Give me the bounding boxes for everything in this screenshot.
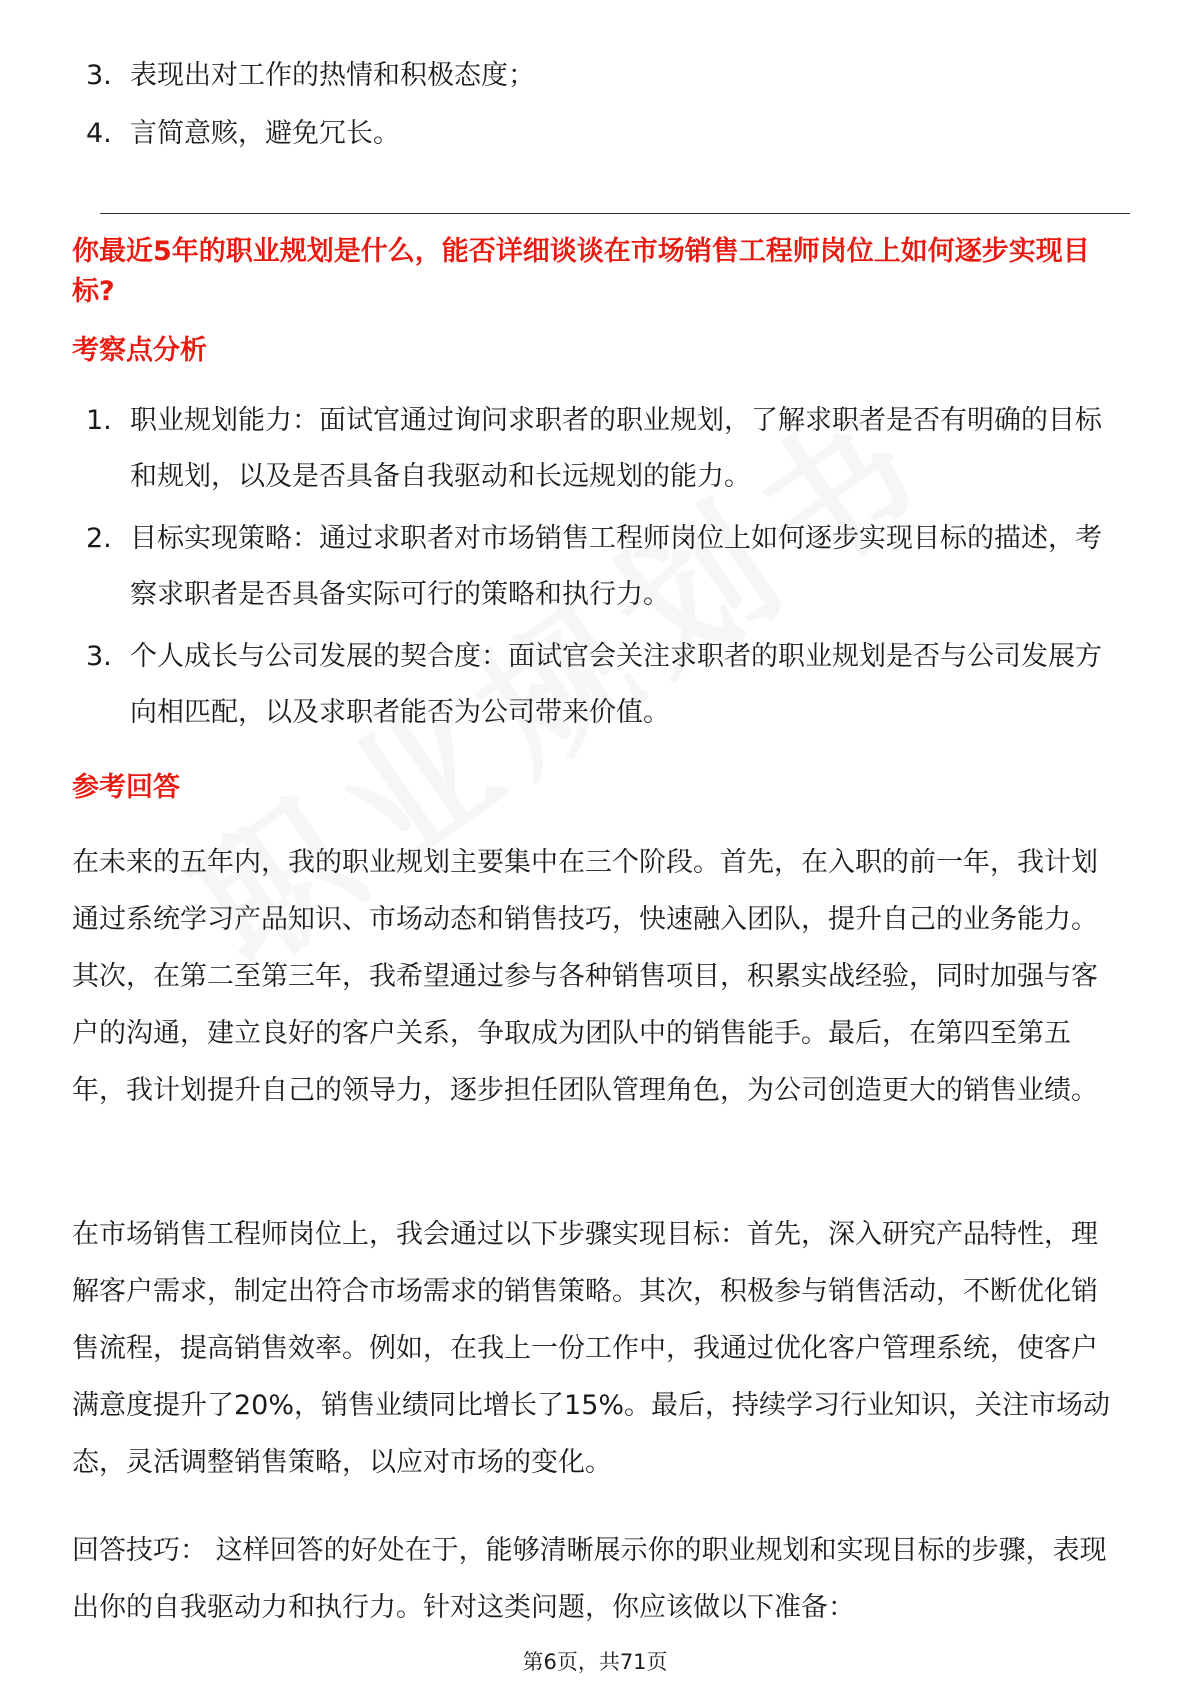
list-item-text: 职业规划能力：面试官通过询问求职者的职业规划，了解求职者是否有明确的目标和规划，以及是否具备自我驱动和长远规划的能力。 xyxy=(130,405,1102,492)
analysis-list xyxy=(86,393,1116,747)
page-footer: 第6页，共71页 xyxy=(522,1650,668,1674)
list-number: 1. xyxy=(86,405,112,436)
list-number: 3. xyxy=(86,60,112,91)
list-item-text: 目标实现策略：通过求职者对市场销售工程师岗位上如何逐步实现目标的描述，考察求职者是否具备实际可行的策略和执行力。 xyxy=(130,523,1102,610)
list-item-text: 言简意赅，避免冗长。 xyxy=(130,118,400,149)
answer-paragraph: 在市场销售工程师岗位上，我会通过以下步骤实现目标：首先，深入研究产品特性，理解客户需求，制定出符合市场需求的销售策略。其次，积极参与销售活动，不断优化销售流程，提高销售效率。例如，在我上一份工作中，我通过优化客户管理系统，使客户满意度提升了20%，销售业绩同比增长了15%。最后，持续学习行业知识，关注市场动态，灵活调整销售策略，以应对市场的变化。 xyxy=(72,1219,1111,1478)
answer-heading: 参考回答 xyxy=(72,772,180,803)
list-item xyxy=(86,106,1116,162)
answer-paragraph: 在未来的五年内，我的职业规划主要集中在三个阶段。首先，在入职的前一年，我计划通过系统学习产品知识、市场动态和销售技巧，快速融入团队，提升自己的业务能力。其次，在第二至第三年，我希望通过参与各种销售项目，积累实战经验，同时加强与客户的沟通，建立良好的客户关系，争取成为团队中的销售能手。最后，在第四至第五年，我计划提升自己的领导力，逐步担任团队管理角色，为公司创造更大的销售业绩。 xyxy=(72,847,1098,1106)
question-heading: 你最近5年的职业规划是什么，能否详细谈谈在市场销售工程师岗位上如何逐步实现目标? xyxy=(72,236,1090,307)
analysis-heading: 考察点分析 xyxy=(72,335,207,366)
list-item xyxy=(86,393,1116,505)
list-number: 4. xyxy=(86,118,112,149)
list-number: 2. xyxy=(86,523,112,554)
answer-tips-paragraph: 回答技巧： 这样回答的好处在于，能够清晰展示你的职业规划和实现目标的步骤，表现出你的自我驱动力和执行力。针对这类问题，你应该做以下准备： xyxy=(72,1535,1107,1623)
list-item xyxy=(86,48,1116,104)
list-item xyxy=(86,511,1116,623)
section-divider xyxy=(100,213,1130,214)
list-item xyxy=(86,629,1116,741)
list-item-text: 个人成长与公司发展的契合度：面试官会关注求职者的职业规划是否与公司发展方向相匹配，以及求职者能否为公司带来价值。 xyxy=(130,641,1102,728)
top-numbered-list xyxy=(86,48,1116,164)
list-number: 3. xyxy=(86,641,112,672)
list-item-text: 表现出对工作的热情和积极态度； xyxy=(130,60,535,91)
